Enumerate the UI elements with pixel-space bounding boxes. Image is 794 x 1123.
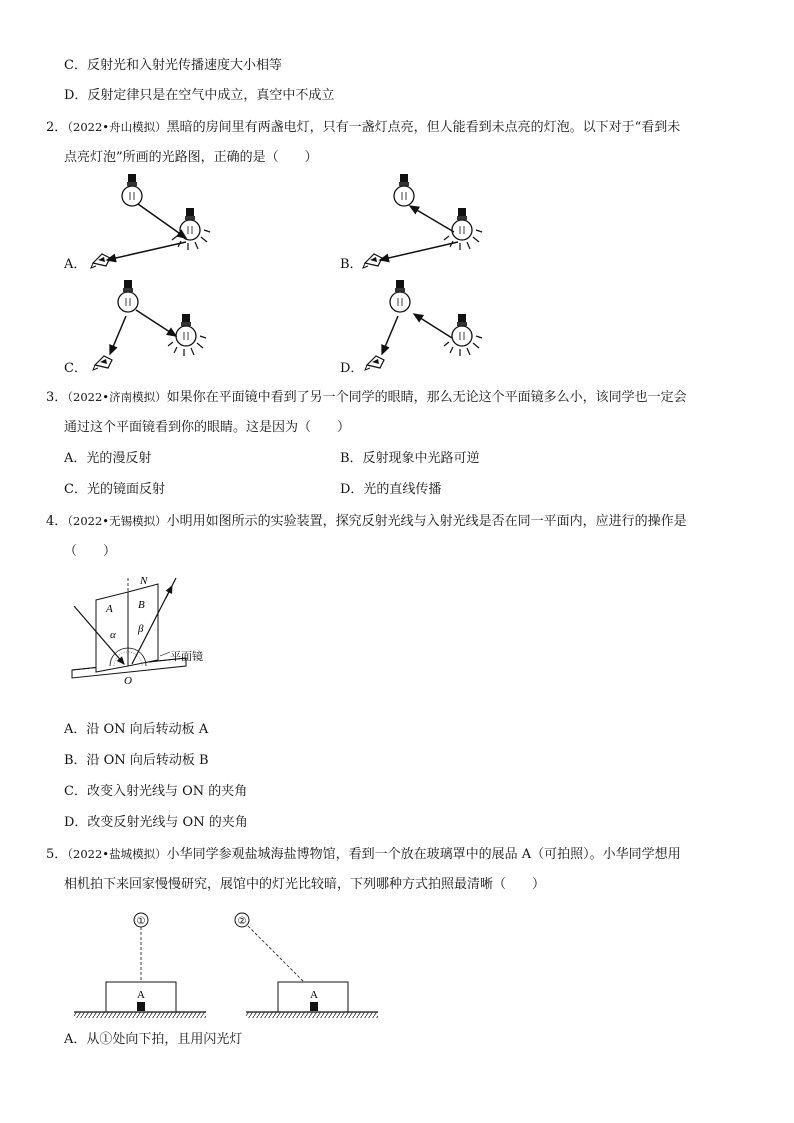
q1-option-d: D．反射定律只是在空气中成立，真空中不成立	[64, 88, 335, 103]
label-b: B	[138, 599, 145, 611]
q2-option-c-label: C．	[64, 361, 87, 376]
unlit-bulb-icon	[394, 174, 414, 206]
q2-figure-b	[358, 172, 558, 272]
q4-option-c: C．改变入射光线与 ON 的夹角	[64, 784, 248, 799]
q2-stem-line2: 点亮灯泡”所画的光路图，正确的是（ ）	[64, 150, 318, 165]
unlit-bulb-icon	[118, 280, 138, 312]
q2-option-a-label: A．	[64, 257, 87, 272]
q3-option-d: D．光的直线传播	[340, 482, 442, 497]
eye-icon	[365, 356, 384, 370]
q2-stem-line1	[46, 118, 680, 137]
q5-figure-exhibit	[70, 908, 390, 1018]
q5-option-a: A．从①处向下拍，且用闪光灯	[64, 1032, 243, 1047]
label-beta: β	[138, 623, 144, 635]
q3-number: 3．	[46, 390, 68, 405]
q2-number: 2．	[46, 120, 68, 135]
eye-icon	[363, 254, 382, 268]
q1-option-c: C．反射光和入射光传播速度大小相等	[64, 58, 282, 73]
q2-figure-d	[358, 278, 558, 378]
q3-option-a: A．光的漫反射	[64, 451, 152, 466]
q2-source: （2022•舟山模拟）	[67, 120, 167, 134]
q3-source: （2022•济南模拟）	[67, 390, 167, 404]
label-n: N	[140, 575, 148, 587]
q5-stem-line2: 相机拍下来回家慢慢研究，展馆中的灯光比较暗，下列哪种方式拍照最清晰（ ）	[64, 877, 546, 892]
q4-text: 小明用如图所示的实验装置，探究反射光线与入射光线是否在同一平面内，应进行的操作是	[166, 514, 687, 529]
q2-option-d-label: D．	[340, 361, 364, 376]
q3-text: 如果你在平面镜中看到了另一个同学的眼睛，那么无论这个平面镜多么小，该同学也一定会	[166, 390, 687, 405]
label-alpha: α	[110, 629, 116, 641]
q3-option-c: C．光的镜面反射	[64, 482, 165, 497]
label-o: O	[124, 675, 132, 687]
q2-figure-c	[90, 278, 290, 378]
exhibit-a-label-2: A	[310, 989, 318, 1001]
q2-figure-a	[90, 172, 290, 272]
q2-text: 黑暗的房间里有两盏电灯，只有一盏灯点亮，但人能看到未点亮的灯泡。以下对于“看到未	[166, 120, 681, 135]
q4-option-b: B．沿 ON 向后转动板 B	[64, 753, 209, 768]
q2-option-b-label: B．	[340, 257, 363, 272]
q3-stem-line2: 通过这个平面镜看到你的眼睛。这是因为（ ）	[64, 420, 351, 435]
q5-text: 小华同学参观盐城海盐博物馆，看到一个放在玻璃罩中的展品 A（可拍照）。小华同学想用	[166, 847, 681, 862]
q5-number: 5．	[46, 847, 68, 862]
q4-number: 4．	[46, 514, 68, 529]
q4-option-a: A．沿 ON 向后转动板 A	[64, 722, 209, 737]
position-1-label: ①	[136, 916, 146, 927]
q4-stem-line2: （ ）	[64, 544, 117, 559]
unlit-bulb-icon	[390, 280, 410, 312]
position-2-label: ②	[237, 916, 247, 927]
lit-bulb-icon	[444, 314, 482, 356]
unlit-bulb-icon	[122, 174, 142, 206]
q4-figure-reflection-apparatus	[66, 570, 246, 700]
q4-stem-line1	[46, 512, 687, 531]
q5-stem-line1	[46, 845, 681, 864]
label-a: A	[106, 603, 113, 615]
eye-icon	[93, 356, 112, 370]
q4-option-d: D．改变反射光线与 ON 的夹角	[64, 815, 248, 830]
eye-icon	[91, 254, 110, 268]
q4-source: （2022•无锡模拟）	[67, 514, 167, 528]
exhibit-a-label-1: A	[137, 989, 145, 1001]
q3-stem-line1	[46, 388, 687, 407]
label-plane-mirror: 平面镜	[170, 650, 203, 663]
q5-source: （2022•盐城模拟）	[67, 847, 167, 861]
q3-option-b: B．反射现象中光路可逆	[340, 451, 480, 466]
